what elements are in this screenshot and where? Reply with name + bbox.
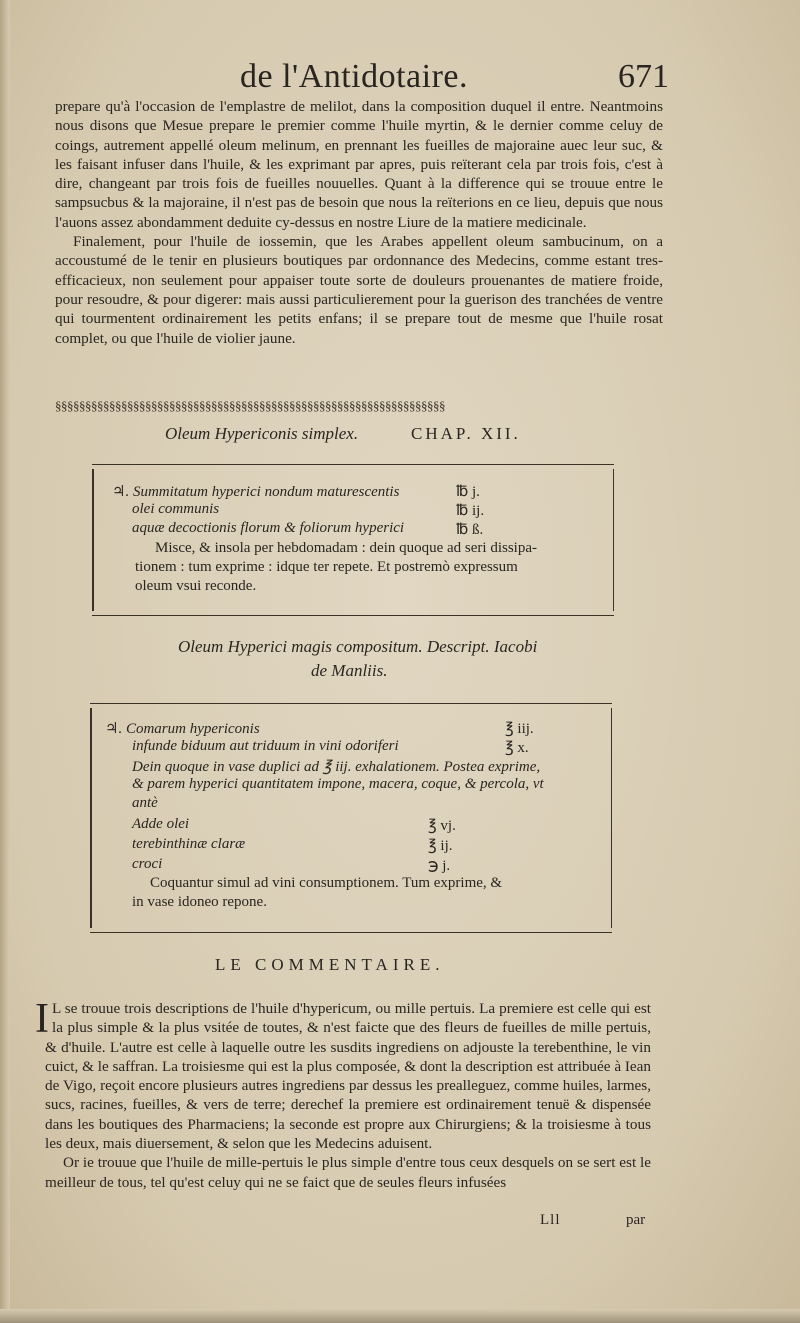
paragraph-iossemin: Finalement, pour l'huile de iossemin, que les Arabes appellent oleum sambucinum, on a accoustumé de le tenir en plusieurs boutiques par ordonnance des Medecins, comme estant tres-efficacieux, non seulement pour appaiser toute sorte de douleurs prouenantes de matiere froide, pour resoudre, & pour digerer: mais aussi particulierement pour la guerison des tranchées de ventre qui tourmentent ordinairement les petits enfans; il se prepare tout de mesme que l'huile rosat complet, ou que l'huile de violier jaune. [55,233,663,347]
recipe2-title-line2: de Manliis. [311,661,388,680]
recipe2-ingredient: Dein quoque in vase duplici ad ℥ iij. exhalationem. Postea exprime, [132,759,541,775]
commentary-paragraph-2: Or ie trouue que l'huile de mille-pertuis le plus simple d'entre tous ceux desquels on se sert est le meilleur de tous, tel qu'est celuy qui ne se faict que de seules fleurs infusées [45,1154,651,1191]
chapter-label: CHAP. XII. [411,424,521,443]
recipe2-instruction: in vase idoneo repone. [132,894,267,910]
ornamental-divider: §§§§§§§§§§§§§§§§§§§§§§§§§§§§§§§§§§§§§§§§§§§§§§§§§§§§§§§§§§§§§§§§§ [55,398,445,413]
recipe1-ingredient: aquæ decoctionis florum & foliorum hyperici [132,520,405,536]
page-edge-shadow [0,0,10,1323]
recipe2-ingredient: ♃. Comarum hypericonis [105,721,260,737]
recipe1-instruction: Misce, & insola per hebdomadam : dein quoque ad seri dissipa- [155,540,537,556]
recipe1-instruction: tionem : tum exprime : idque ter repete. Et postremò expressum [135,559,518,575]
page-number: 671 [618,58,669,95]
catchword: par [626,1212,646,1228]
recipe2-quantity: ℥ iij. [505,721,534,737]
recipe1-ingredient: ♃. Summitatum hyperici nondum maturescentis [112,484,400,500]
recipe1-quantity: ℔ ij. [456,503,485,519]
signature-mark: Lll [540,1212,561,1228]
recipe2-ingredient: Adde olei [132,816,190,832]
top-text-block [55,97,663,348]
commentary-paragraph-1 [35,996,651,1153]
page-bottom-shadow [0,1309,800,1323]
recipe2-quantity: ℥ ij. [428,838,453,854]
commentary-text-block [35,996,651,1192]
recipe2-ingredient: & parem hyperici quantitatem impone, macera, coque, & percola, vt [132,776,544,792]
chapter-title: Oleum Hypericonis simplex. [165,424,359,443]
paragraph-mesue: prepare qu'à l'occasion de l'emplastre de melilot, dans la composition duquel il entre. Neantmoins nous disons que Mesue prepare le premier comme l'huile myrtin, & le dernier comme celuy de coings, autrement appellé oleum melinum, en prennant les fueilles de majoraine auec leur suc, & les faisant infuser dans l'huile, & les exprimant par apres, puis reïterant cela par trois fois, c'est à dire, changeant par trois fois de fueilles nouuelles. Quant à la difference qui se trouue entre le sampsucbus & la majoraine, il n'est pas de besoin que nous la reïterions en ce lieu, depuis que nous l'auons assez abondamment deduite cy-dessus en nostre Liure de la matiere medicinale. [55,98,663,231]
box-rule-left [90,708,92,928]
recipe1-quantity: ℔ j. [456,484,480,500]
running-title: de l'Antidotaire. [240,58,469,95]
drop-cap: I [35,996,49,1042]
box-rule-right [611,708,613,928]
box-rule-left [92,469,94,611]
recipe2-ingredient: antè [132,795,158,811]
recipe1-quantity: ℔ ß. [456,522,484,538]
recipe2-ingredient: terebinthinæ claræ [132,836,246,852]
recipe2-quantity: ℥ vj. [428,818,456,834]
recipe1-ingredient: olei communis [132,501,220,517]
recipe2-instruction: Coquantur simul ad vini consumptionem. Tum exprime, & [150,875,503,891]
recipe1-instruction: oleum vsui reconde. [135,578,257,594]
commentary-heading: LE COMMENTAIRE. [215,955,445,974]
recipe2-ingredient: infunde biduum aut triduum in vini odoriferi [132,738,399,754]
commentary-paragraph-1-text: L se trouue trois descriptions de l'huile d'hypericum, ou mille pertuis. La premiere est celle qui est la plus simple & la plus vsitée de toutes, & n'est faicte que des fleurs de fueilles de mille pertuis, & d'huile. L'autre est celle à laquelle outre les susdits ingrediens on adjouste la terebenthine, le vin cuict, & le saffran. La troisiesme qui est la plus composée, & dont la description est attribuée à Iean de Vigo, reçoit encore plusieurs autres ingrediens par dessus les prealleguez, comme huiles, larmes, sucs, racines, fueilles, & vers de terre; derechef la premiere est ordinairement tenuë & dispensée dans les boutiques des Pharmaciens; la seconde est propre aux Chirurgiens; & la troisiesme à tous les deux, mais diuersement, & selon que les Medecins aduisent. [45,1000,651,1153]
recipe2-ingredient: croci [132,856,163,872]
recipe2-quantity: ℥ x. [505,740,529,756]
box-rule-right [613,469,615,611]
recipe2-quantity: ℈ j. [428,858,451,874]
recipe2-title-line1: Oleum Hyperici magis compositum. Descript. Iacobi [178,637,538,656]
